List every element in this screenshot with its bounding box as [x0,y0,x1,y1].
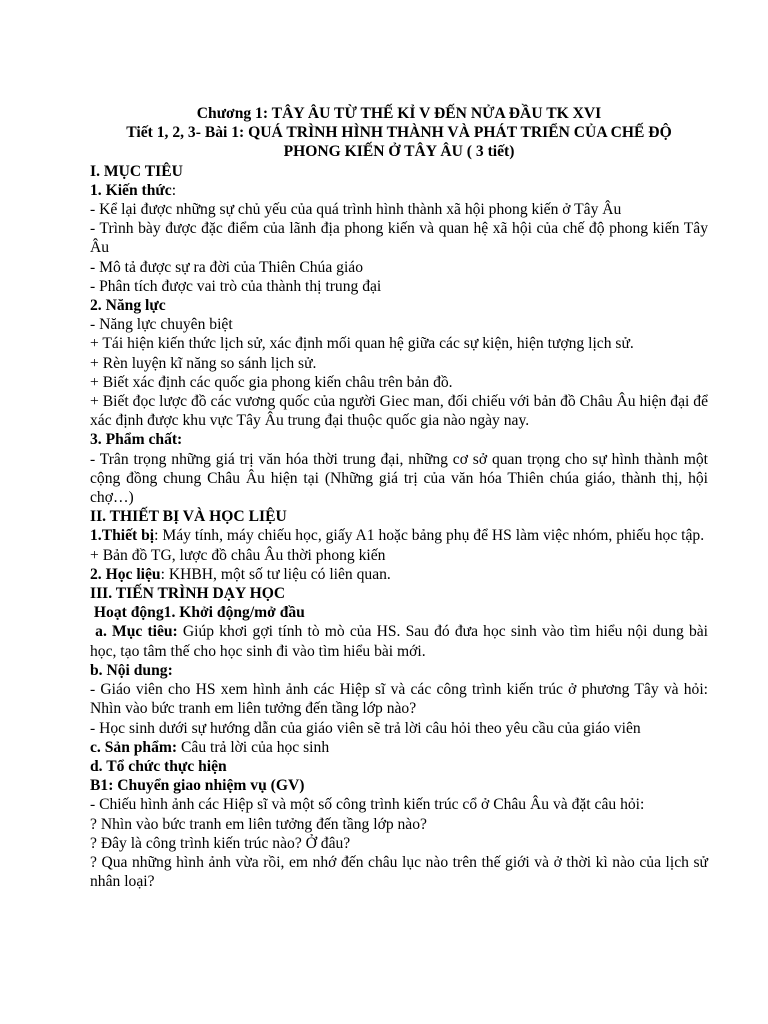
content-heading: b. Nội dung: [90,661,173,679]
knowledge-item: - Trình bày được đặc điểm của lãnh địa phong kiến và quan hệ xã hội của chế độ phong kiến Tây Âu [90,220,708,257]
step1-heading: B1: Chuyển giao nhiệm vụ (GV) [90,777,305,795]
section-heading-equipment: II. THIẾT BỊ VÀ HỌC LIỆU [90,508,287,526]
competence-heading: 2. Năng lực [90,297,166,315]
competence-item: - Năng lực chuyên biệt [90,316,233,334]
step1-item: ? Đây là công trình kiến trúc nào? Ở đâu? [90,834,351,852]
section-heading-objectives: I. MỤC TIÊU [90,162,183,180]
competence-item: + Biết xác định các quốc gia phong kiến châu trên bản đồ. [90,373,453,391]
competence-item: + Tái hiện kiến thức lịch sử, xác định mối quan hệ giữa các sự kiện, hiện tượng lịch sử. [90,335,634,353]
document-page [90,104,708,891]
knowledge-item: - Mô tả được sự ra đời của Thiên Chúa giáo [90,258,364,276]
content-item: - Học sinh dưới sự hướng dẫn của giáo viên sẽ trả lời câu hỏi theo yêu cầu của giáo viên [90,719,641,737]
competence-item: + Biết đọc lược đồ các vương quốc của người Giec man, đối chiếu với bản đồ Châu Âu hiện đại để xác định được khu vực Tây Âu trung đại thuộc quốc gia nào ngày nay. [90,393,708,430]
chapter-title: Chương 1: TÂY ÂU TỪ THẾ KỈ V ĐẾN NỬA ĐẦU TK XVI [196,105,602,122]
product-text: c. Sản phẩm: Câu trả lời của học sinh [90,738,330,756]
quality-text: - Trân trọng những giá trị văn hóa thời trung đại, những cơ sở quan trọng cho sự hình thành một cộng đồng chung Châu Âu hiện tại (Những giá trị của văn hóa Thiên chúa giáo, thành thị, hội chợ…) [90,450,708,507]
knowledge-heading: 1. Kiến thức: [90,181,177,199]
quality-heading: 3. Phẩm chất: [90,431,183,449]
objective-text: a. Mục tiêu: Giúp khơi gợi tính tò mò của HS. Sau đó đưa học sinh vào tìm hiểu nội dung bài học, tạo tâm thế cho học sinh đi vào tìm hiểu bài mới. [90,623,709,660]
materials-text: 2. Học liệu: KHBH, một số tư liệu có liên quan. [90,565,391,583]
knowledge-item: - Kể lại được những sự chủ yếu của quá trình hình thành xã hội phong kiến ở Tây Âu [90,201,622,219]
step1-item: - Chiếu hình ảnh các Hiệp sĩ và một số công trình kiến trúc cổ ở Châu Âu và đặt câu hỏi: [90,796,645,814]
equipment-item: + Bản đồ TG, lược đồ châu Âu thời phong kiến [90,546,386,564]
organization-heading: d. Tổ chức thực hiện [90,757,227,775]
competence-item: + Rèn luyện kĩ năng so sánh lịch sử. [90,354,317,372]
content-item: - Giáo viên cho HS xem hình ảnh các Hiệp sĩ và các công trình kiến trúc ở phương Tây và hỏi: Nhìn vào bức tranh em liên tưởng đến tầng lớp nào? [90,681,708,718]
step1-item: ? Qua những hình ảnh vừa rồi, em nhớ đến châu lục nào trên thế giới và ở thời kì nào của lịch sử nhân loại? [90,853,708,891]
activity-heading: Hoạt động1. Khởi động/mở đầu [90,604,305,622]
lesson-title-line1: Tiết 1, 2, 3- Bài 1: QUÁ TRÌNH HÌNH THÀNH VÀ PHÁT TRIỂN CỦA CHẾ ĐỘ [126,124,672,142]
section-heading-process: III. TIẾN TRÌNH DẠY HỌC [90,585,286,603]
lesson-title-line2: PHONG KIẾN Ở TÂY ÂU ( 3 tiết) [283,143,515,161]
equipment-text: 1.Thiết bị: Máy tính, máy chiếu học, giấy A1 hoặc bảng phụ để HS làm việc nhóm, phiếu học tập. [90,527,705,545]
step1-item: ? Nhìn vào bức tranh em liên tưởng đến tầng lớp nào? [90,815,427,833]
knowledge-item: - Phân tích được vai trò của thành thị trung đại [90,277,382,295]
